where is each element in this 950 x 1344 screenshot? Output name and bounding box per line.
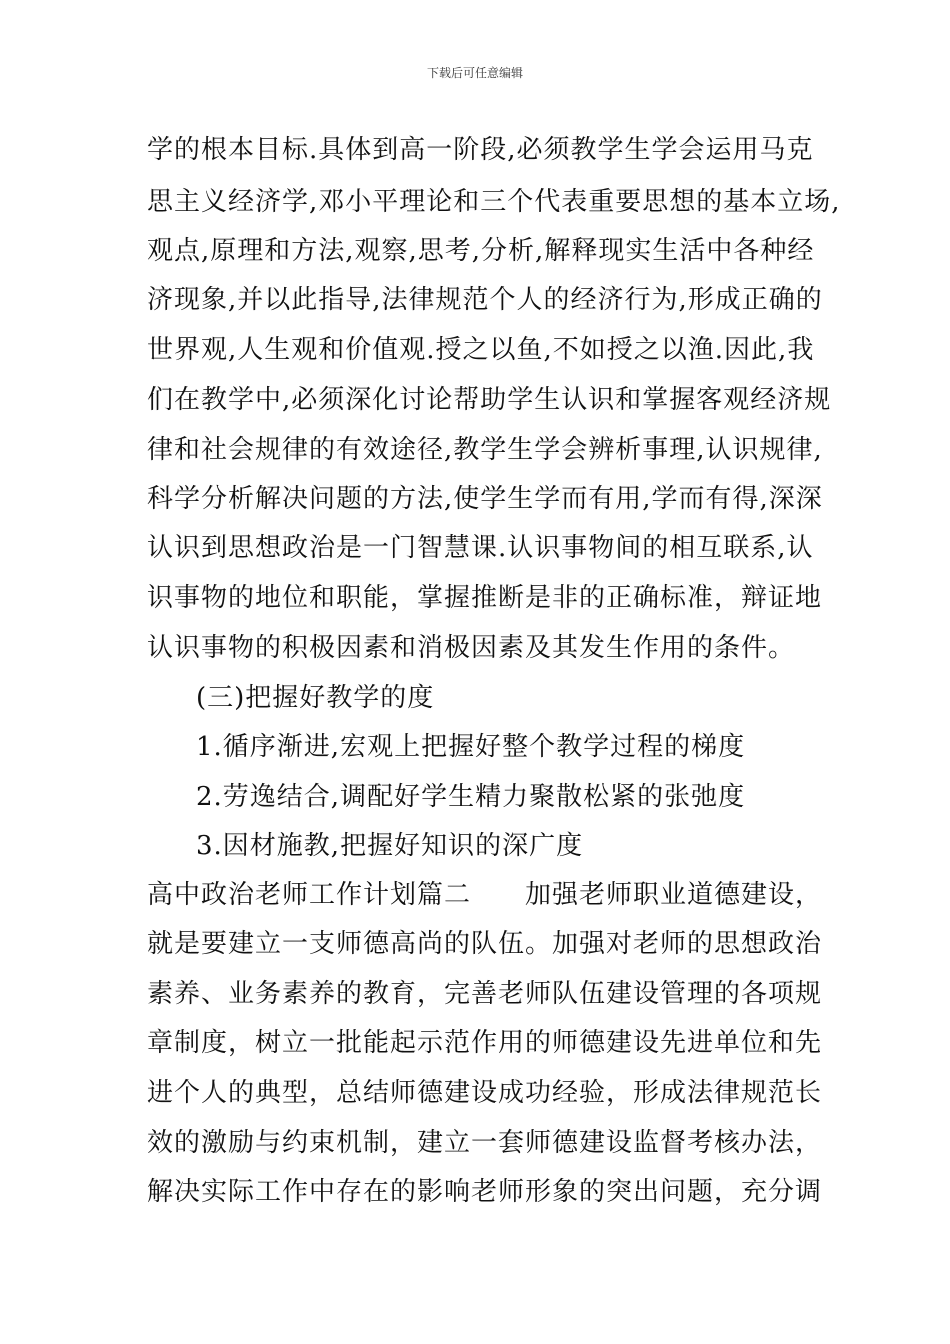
body-line-10: 识事物的地位和职能，掌握推断是非的正确标准，辩证地 (147, 583, 823, 613)
body-line-18: 素养、业务素养的教育，完善老师队伍建设管理的各项规 (147, 979, 823, 1009)
body-line-16: 高中政治老师工作计划篇二 加强老师职业道德建设， (147, 880, 823, 910)
body-line-6: 们在教学中,必须深化讨论帮助学生认识和掌握客观经济规 (147, 385, 832, 415)
body-line-4: 济现象,并以此指导,法律规范个人的经济行为,形成正确的 (147, 285, 823, 315)
body-line-2: 思主义经济学,邓小平理论和三个代表重要思想的基本立场, (147, 187, 841, 217)
section-heading: (三)把握好教学的度 (196, 683, 435, 713)
body-line-11: 认识事物的积极因素和消极因素及其发生作用的条件。 (147, 633, 796, 663)
list-item-3: 3.因材施教,把握好知识的深广度 (196, 831, 584, 861)
body-line-9: 认识到思想政治是一门智慧课.认识事物间的相互联系,认 (147, 533, 814, 563)
body-line-17: 就是要建立一支师德高尚的队伍。加强对老师的思想政治 (147, 929, 823, 959)
body-line-8: 科学分析解决问题的方法,使学生学而有用,学而有得,深深 (147, 484, 823, 514)
body-line-1: 学的根本目标.具体到高一阶段,必须教学生学会运用马克 (147, 135, 814, 165)
body-line-7: 律和社会规律的有效途径,教学生学会辨析事理,认识规律, (147, 435, 823, 465)
body-line-20: 进个人的典型，总结师德建设成功经验，形成法律规范长 (147, 1078, 823, 1108)
body-line-21: 效的激励与约束机制，建立一套师德建设监督考核办法， (147, 1128, 823, 1158)
body-line-22: 解决实际工作中存在的影响老师形象的突出问题，充分调 (147, 1177, 823, 1207)
list-item-2: 2.劳逸结合,调配好学生精力聚散松紧的张弛度 (196, 782, 746, 812)
body-line-3: 观点,原理和方法,观察,思考,分析,解释现实生活中各种经 (147, 236, 815, 266)
body-line-5: 世界观,人生观和价值观.授之以鱼,不如授之以渔.因此,我 (147, 335, 815, 365)
page-header: 下载后可任意编辑 (426, 66, 523, 80)
body-line-19: 章制度，树立一批能起示范作用的师德建设先进单位和先 (147, 1028, 823, 1058)
list-item-1: 1.循序渐进,宏观上把握好整个教学过程的梯度 (196, 732, 746, 762)
